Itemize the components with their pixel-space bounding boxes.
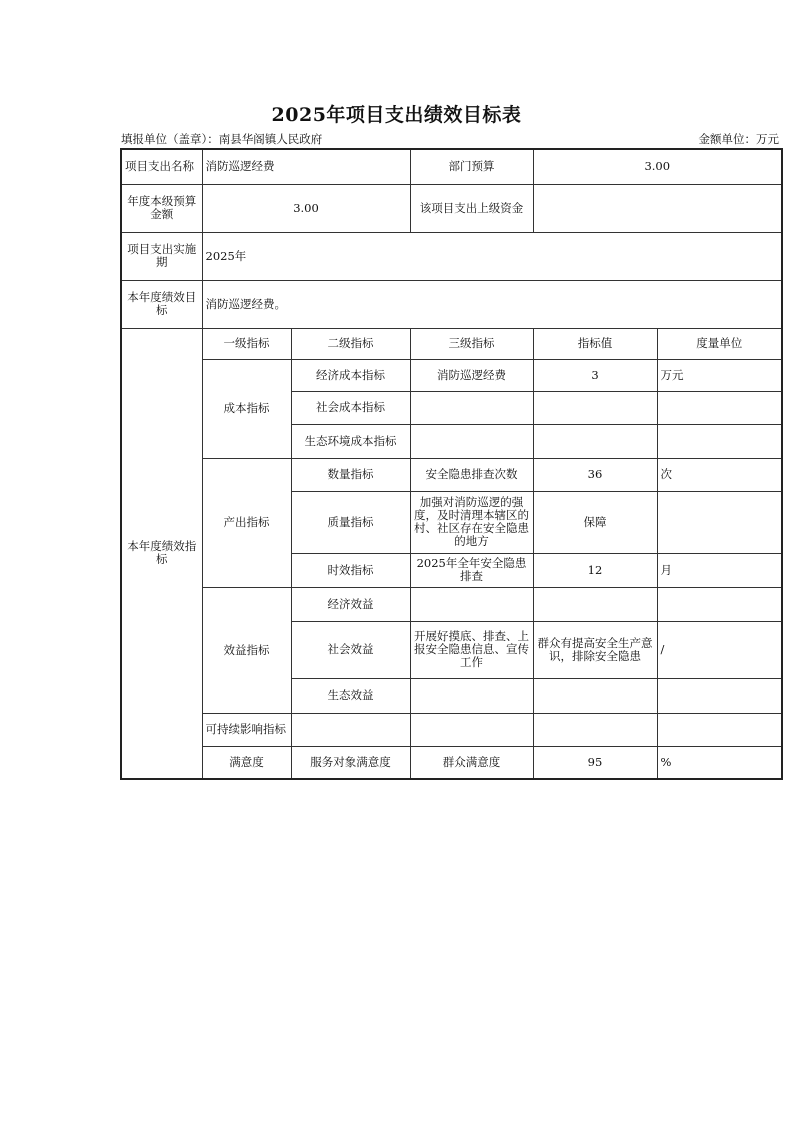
level2-cell: 数量指标 (291, 458, 410, 491)
level2-cell (291, 713, 410, 746)
header-value: 指标值 (533, 328, 657, 359)
value-cell: 保障 (533, 491, 657, 553)
level3-cell: 加强对消防巡逻的强度，及时清理本辖区的村、社区存在安全隐患的地方 (410, 491, 533, 553)
unit-cell (657, 713, 782, 746)
level1-output: 产出指标 (202, 458, 291, 587)
value-cell: 95 (533, 746, 657, 779)
value-cell: 36 (533, 458, 657, 491)
unit-cell: / (657, 621, 782, 678)
level3-cell (410, 678, 533, 713)
header-level1: 一级指标 (202, 328, 291, 359)
unit-cell (657, 424, 782, 458)
annual-budget-value: 3.00 (202, 184, 410, 232)
unit-cell (657, 678, 782, 713)
value-cell (533, 587, 657, 621)
level1-sustain: 可持续影响指标 (202, 713, 291, 746)
level3-cell (410, 424, 533, 458)
unit-cell: % (657, 746, 782, 779)
value-cell: 12 (533, 553, 657, 587)
level1-benefit: 效益指标 (202, 587, 291, 713)
level3-cell: 安全隐患排查次数 (410, 458, 533, 491)
level3-cell: 消防巡逻经费 (410, 359, 533, 391)
value-cell (533, 424, 657, 458)
unit-cell (657, 587, 782, 621)
level1-satisfaction: 满意度 (202, 746, 291, 779)
level2-cell: 质量指标 (291, 491, 410, 553)
reporting-unit: 填报单位（盖章）：南县华阁镇人民政府 (121, 132, 323, 146)
level3-cell (410, 587, 533, 621)
value-cell (533, 678, 657, 713)
unit-cell (657, 391, 782, 424)
level2-cell: 社会效益 (291, 621, 410, 678)
period-label: 项目支出实施期 (121, 232, 202, 280)
level3-cell: 群众满意度 (410, 746, 533, 779)
level2-cell: 时效指标 (291, 553, 410, 587)
goal-value: 消防巡逻经费。 (202, 280, 782, 328)
unit-cell: 万元 (657, 359, 782, 391)
level3-cell: 2025年全年安全隐患排查 (410, 553, 533, 587)
level1-cost: 成本指标 (202, 359, 291, 458)
header-unit: 度量单位 (657, 328, 782, 359)
level2-cell: 生态环境成本指标 (291, 424, 410, 458)
page-title: 2025年项目支出绩效目标表 (271, 104, 522, 126)
header-level3: 三级指标 (410, 328, 533, 359)
value-cell: 群众有提高安全生产意识，排除安全隐患 (533, 621, 657, 678)
level2-cell: 经济效益 (291, 587, 410, 621)
level2-cell: 经济成本指标 (291, 359, 410, 391)
level2-cell: 生态效益 (291, 678, 410, 713)
unit-cell: 次 (657, 458, 782, 491)
superior-funds-label: 该项目支出上级资金 (410, 184, 533, 232)
performance-target-table (120, 148, 783, 780)
unit-cell: 月 (657, 553, 782, 587)
value-cell (533, 391, 657, 424)
amount-unit: 金额单位：万元 (698, 132, 779, 146)
level3-cell (410, 713, 533, 746)
level2-cell: 服务对象满意度 (291, 746, 410, 779)
header-level2: 二级指标 (291, 328, 410, 359)
level3-cell (410, 391, 533, 424)
level2-cell: 社会成本指标 (291, 391, 410, 424)
dept-budget-value: 3.00 (533, 149, 782, 184)
goal-label: 本年度绩效目标 (121, 280, 202, 328)
value-cell: 3 (533, 359, 657, 391)
period-value: 2025年 (202, 232, 782, 280)
project-name-label: 项目支出名称 (121, 149, 202, 184)
annual-budget-label: 年度本级预算金额 (121, 184, 202, 232)
indicator-section-label: 本年度绩效指标 (121, 328, 202, 779)
unit-cell (657, 491, 782, 553)
project-name-value: 消防巡逻经费 (202, 149, 410, 184)
value-cell (533, 713, 657, 746)
level3-cell: 开展好摸底、排查、上报安全隐患信息、宣传工作 (410, 621, 533, 678)
superior-funds-value (533, 184, 782, 232)
dept-budget-label: 部门预算 (410, 149, 533, 184)
